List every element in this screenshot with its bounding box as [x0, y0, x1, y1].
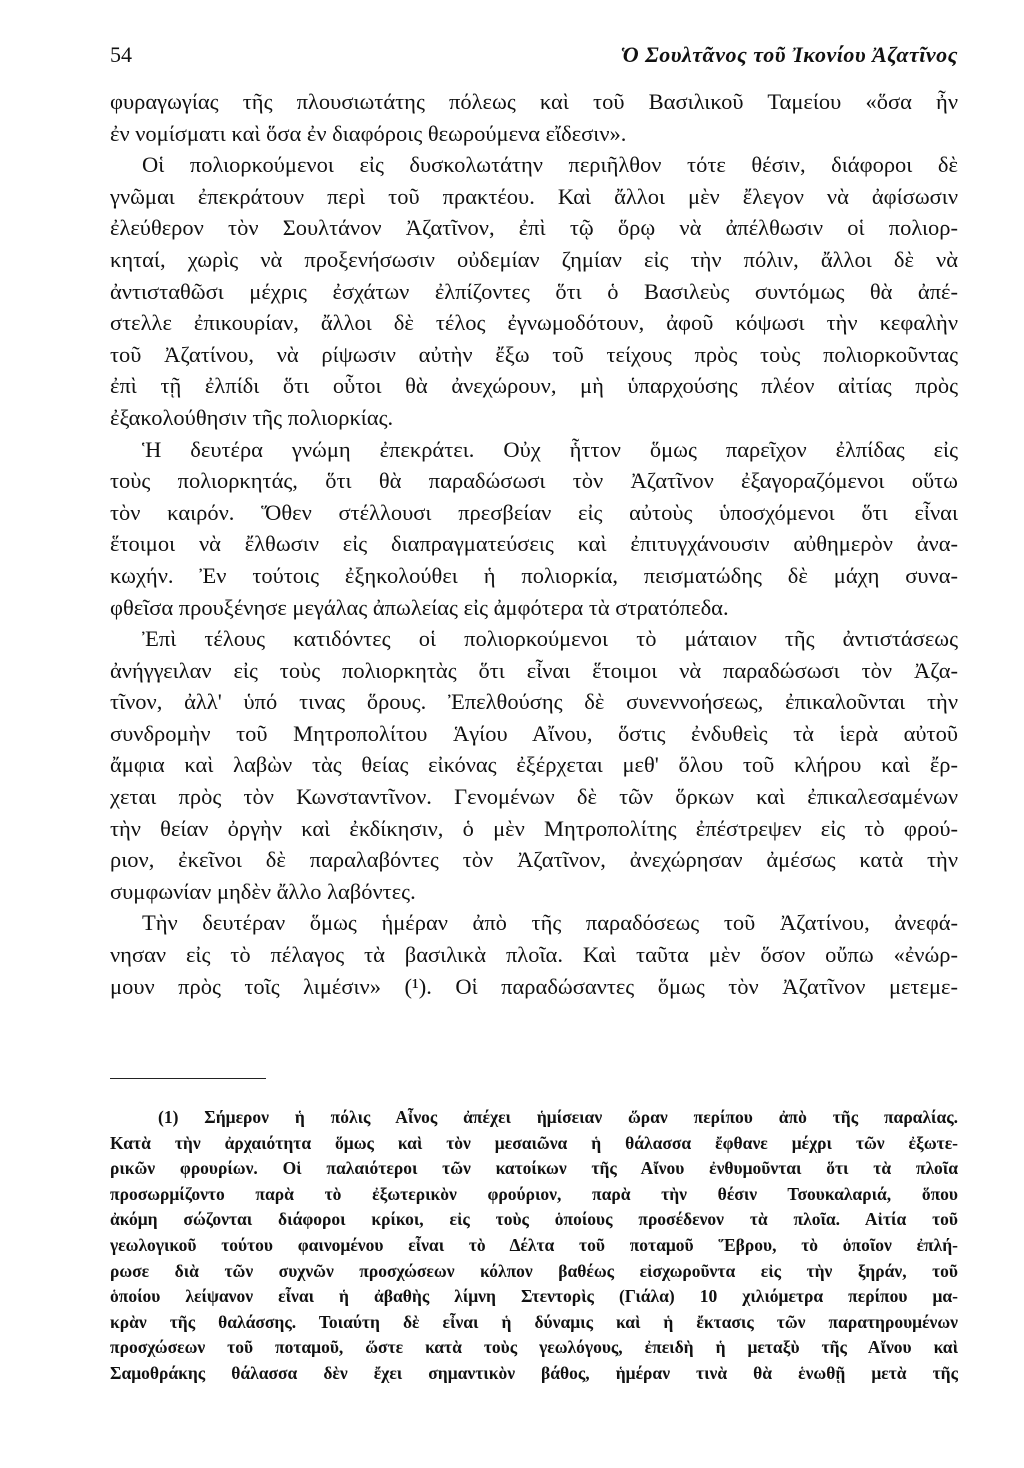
text-line: γνῶμαι ἐπεκράτουν περὶ τοῦ πρακτέου. Καὶ ἄλλοι μὲν ἔλεγον νὰ ἀφίσωσιν: [110, 183, 958, 209]
footnote-line: κρὰν τῆς θαλάσσης. Τοιαύτη δὲ εἶναι ἡ δύναμις καὶ ἡ ἔκτασις τῶν παρατηρουμένων: [110, 1311, 958, 1332]
footnote-line: ὁποίου λείψανον εἶναι ἡ ἀβαθὴς λίμνη Στεντορὶς (Γιάλα) 10 χιλιόμετρα περίπου μα-: [110, 1286, 958, 1307]
text-line: στελλε ἐπικουρίαν, ἄλλοι δὲ τέλος ἐγνωμοδότουν, ἀφοῦ κόψωσι τὴν κεφαλὴν: [110, 310, 958, 336]
text-line: κωχήν. Ἐν τούτοις ἐξηκολούθει ἡ πολιορκία, πεισματώδης δὲ μάχη συνα-: [110, 562, 958, 588]
footnote-line: προσχώσεων τοῦ ποταμοῦ, ὥστε κατὰ τοὺς γεωλόγους, ἐπειδὴ ἡ μεταξὺ τῆς Αἴνου καὶ: [110, 1337, 958, 1358]
text-line: Οἱ πολιορκούμενοι εἰς δυσκολωτάτην περιῆλθον τότε θέσιν, διάφοροι δὲ: [142, 152, 958, 178]
text-line: κηταί, χωρὶς νὰ προξενήσωσιν οὐδεμίαν ζημίαν εἰς τὴν πόλιν, ἄλλοι δὲ νὰ: [110, 246, 958, 272]
text-line: τοῦ Ἀζατίνου, νὰ ρίψωσιν αὐτὴν ἔξω τοῦ τείχους πρὸς τοὺς πολιορκοῦντας: [110, 341, 958, 367]
text-line: τοὺς πολιορκητάς, ὅτι θὰ παραδώσωσι τὸν Ἀζατῖνον ἐξαγοραζόμενοι οὕτω: [110, 468, 958, 494]
footnote-line: Σαμοθράκης θάλασσα δὲν ἔχει σημαντικὸν βάθος, ἡμέραν τινὰ θὰ ἑνωθῇ μετὰ τῆς: [110, 1362, 958, 1383]
footnote-line: (1) Σήμερον ἡ πόλις Αἶνος ἀπέχει ἡμίσειαν ὥραν περίπου ἀπὸ τῆς παραλίας.: [158, 1107, 958, 1127]
text-line: Ἡ δευτέρα γνώμη ἐπεκράτει. Οὐχ ἧττον ὅμως παρεῖχον ἐλπίδας εἰς: [142, 436, 958, 462]
text-line: Ἐπὶ τέλους κατιδόντες οἱ πολιορκούμενοι τὸ μάταιον τῆς ἀντιστάσεως: [142, 626, 958, 652]
text-line: τὴν θείαν ὀργὴν καὶ ἐκδίκησιν, ὁ μὲν Μητροπολίτης ἐπέστρεψεν εἰς τὸ φρού-: [110, 815, 958, 841]
footnotes: [110, 1105, 958, 1387]
footnote-line: ρωσε διὰ τῶν συχνῶν προσχώσεων κόλπον βαθέως εἰσχωροῦντα εἰς τὴν ξηράν, τοῦ: [110, 1260, 958, 1281]
text-line: ἄμφια καὶ λαβὼν τὰς θείας εἰκόνας ἐξέρχεται μεθ' ὅλου τοῦ κλήρου καὶ ἔρ-: [110, 752, 958, 778]
text-line: φθεῖσα προυξένησε μεγάλας ἀπωλείας εἰς ἀμφότερα τὰ στρατόπεδα.: [110, 594, 729, 620]
text-line: μουν πρὸς τοῖς λιμέσιν» (¹). Οἱ παραδώσαντες ὅμως τὸν Ἀζατῖνον μετεμε-: [110, 973, 958, 999]
footnote-line: ἀκόμη σώζονται διάφοροι κρίκοι, εἰς τοὺς ὁποίους προσέδενον τὰ πλοῖα. Αἰτία τοῦ: [110, 1209, 958, 1230]
text-line: συμφωνίαν μηδὲν ἄλλο λαβόντες.: [110, 878, 416, 904]
text-line: τὸν καιρόν. Ὅθεν στέλλουσι πρεσβείαν εἰς αὐτοὺς ὑποσχόμενοι ὅτι εἶναι: [110, 499, 958, 525]
running-head: Ὁ Σουλτᾶνος τοῦ Ἰκονίου Ἀζατῖνος: [620, 42, 958, 67]
page-header: [110, 42, 958, 76]
footnote-line: γεωλογικοῦ τούτου φαινομένου εἶναι τὸ Δέλτα τοῦ ποταμοῦ Ἕβρου, τὸ ὁποῖον ἐπλή-: [110, 1234, 958, 1255]
footnote-line: Κατὰ τὴν ἀρχαιότητα ὅμως καὶ τὸν μεσαιῶνα ἡ θάλασσα ἔφθανε μέχρι τῶν ἐξωτε-: [110, 1132, 958, 1153]
text-line: ἀνήγγειλαν εἰς τοὺς πολιορκητὰς ὅτι εἶναι ἕτοιμοι νὰ παραδώσωσι τὸν Ἀζα-: [110, 657, 958, 683]
text-line: φυραγωγίας τῆς πλουσιωτάτης πόλεως καὶ τοῦ Βασιλικοῦ Ταμείου «ὅσα ἦν: [110, 89, 958, 114]
text-line: συνδρομὴν τοῦ Μητροπολίτου Ἁγίου Αἴνου, ὅστις ἐνδυθεὶς τὰ ἱερὰ αὐτοῦ: [110, 720, 958, 746]
footnote-line: προσωρμίζοντο παρὰ τὸ ἐξωτερικὸν φρούριον, παρὰ τὴν θέσιν Τσουκαλαριά, ὅπου: [110, 1183, 958, 1204]
text-line: ριον, ἐκεῖνοι δὲ παραλαβόντες τὸν Ἀζατῖνον, ἀνεχώρησαν ἀμέσως κατὰ τὴν: [110, 847, 958, 873]
text-line: ἀντισταθῶσι μέχρις ἐσχάτων ἐλπίζοντες ὅτι ὁ Βασιλεὺς συντόμως θὰ ἀπέ-: [110, 278, 958, 304]
page-number: 54: [110, 42, 132, 67]
text-line: ἐξακολούθησιν τῆς πολιορκίας.: [110, 404, 394, 430]
text-line: νησαν εἰς τὸ πέλαγος τὰ βασιλικὰ πλοῖα. Καὶ ταῦτα μὲν ὅσον οὔπω «ἐνώρ-: [110, 942, 958, 968]
text-line: ἐν νομίσματι καὶ ὅσα ἐν διαφόροις θεωρούμενα εἴδεσιν».: [110, 120, 627, 146]
text-line: Τὴν δευτέραν ὅμως ἡμέραν ἀπὸ τῆς παραδόσεως τοῦ Ἀζατίνου, ἀνεφά-: [142, 910, 958, 936]
text-line: ἐπὶ τῇ ἐλπίδι ὅτι οὗτοι θὰ ἀνεχώρουν, μὴ ὑπαρχούσης πλέον αἰτίας πρὸς: [110, 373, 958, 399]
text-line: ἐλεύθερον τὸν Σουλτάνον Ἀζατῖνον, ἐπὶ τῷ ὅρῳ νὰ ἀπέλθωσιν οἱ πολιορ-: [110, 215, 958, 241]
text-line: τῖνον, ἀλλ' ὑπό τινας ὅρους. Ἐπελθούσης δὲ συνεννοήσεως, ἐπικαλοῦνται τὴν: [110, 689, 958, 715]
footnote-separator: [110, 1078, 266, 1079]
footnote-line: ρικῶν φρουρίων. Οἱ παλαιότεροι τῶν κατοίκων τῆς Αἴνου ἐνθυμοῦνται ὅτι τὰ πλοῖα: [110, 1158, 958, 1179]
text-line: χεται πρὸς τὸν Κωνσταντῖνον. Γενομένων δὲ τῶν ὅρκων καὶ ἐπικαλεσαμένων: [110, 784, 958, 810]
main-text: [110, 86, 958, 1002]
text-line: ἕτοιμοι νὰ ἔλθωσιν εἰς διαπραγματεύσεις καὶ ἐπιτυγχάνουσιν αὐθημερὸν ἀνα-: [110, 531, 958, 557]
